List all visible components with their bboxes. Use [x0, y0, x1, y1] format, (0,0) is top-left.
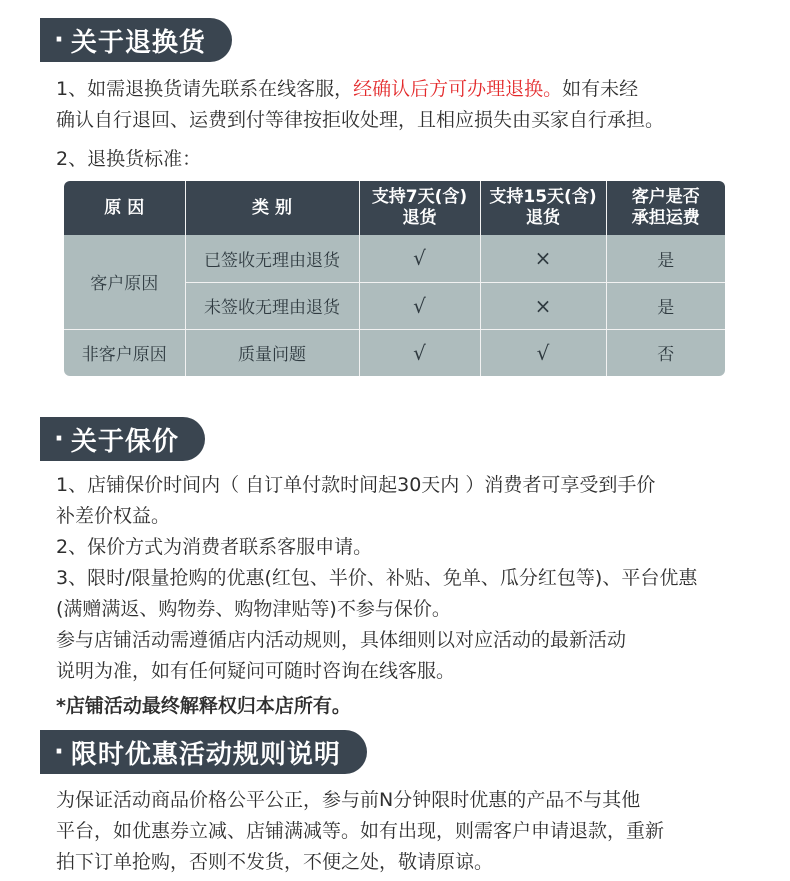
price-line-7: 说明为准，如有任何疑问可随时咨询在线客服。: [56, 660, 456, 682]
bullet-dot: ·: [54, 424, 65, 454]
header-reason: 原 因: [64, 181, 185, 235]
row-15day-mark: ×: [480, 282, 606, 329]
bullet-dot: ·: [54, 737, 65, 767]
price-note: *店铺活动最终解释权归本店所有。: [56, 695, 351, 717]
promo-section-title: [40, 730, 367, 774]
row-fee: 是: [606, 235, 725, 282]
header-shipping-fee: 客户是否 承担运费: [606, 181, 725, 235]
row-7day-mark: √: [359, 282, 480, 329]
table-row: [64, 329, 725, 376]
price-title-text: 关于保价: [70, 426, 179, 457]
promo-line-1: 为保证活动商品价格公平公正，参与前N分钟限时优惠的产品不与其他: [56, 789, 641, 811]
promo-paragraph: [56, 785, 756, 878]
row-15day-mark: ×: [480, 235, 606, 282]
price-line-3: 2、保价方式为消费者联系客服申请。: [56, 536, 373, 558]
returns-title-text: 关于退换货: [70, 27, 206, 58]
returns-section-title: [40, 18, 232, 62]
promo-title-text: 限时优惠活动规则说明: [70, 739, 341, 770]
returns-p1-text-b: 如有未经: [562, 78, 639, 100]
row-fee: 是: [606, 282, 725, 329]
price-line-6: 参与店铺活动需遵循店内活动规则，具体细则以对应活动的最新活动: [56, 629, 627, 651]
row-category: 质量问题: [185, 329, 359, 376]
price-section-title: [40, 417, 205, 461]
table-header-row: [64, 181, 725, 235]
returns-standard-table: [64, 181, 725, 376]
row-15day-mark: √: [480, 329, 606, 376]
returns-p1-text-a: 1、如需退换货请先联系在线客服，: [56, 78, 354, 100]
returns-paragraph-1: [56, 74, 756, 136]
group-noncustomer-reason: 非客户原因: [64, 329, 185, 376]
row-category: 未签收无理由退货: [185, 282, 359, 329]
header-15day: 支持15天(含) 退货: [480, 181, 606, 235]
group-customer-reason: 客户原因: [64, 235, 185, 329]
returns-p1-line2: 确认自行退回、运费到付等律按拒收处理，且相应损失由买家自行承担。: [56, 109, 665, 131]
row-category: 已签收无理由退货: [185, 235, 359, 282]
row-7day-mark: √: [359, 329, 480, 376]
returns-p1-highlight: 经确认后方可办理退换。: [353, 78, 563, 100]
promo-line-3: 拍下订单抢购，否则不发货，不便之处，敬请原谅。: [56, 851, 494, 873]
header-category: 类 别: [185, 181, 359, 235]
price-line-4: 3、限时/限量抢购的优惠(红包、半价、补贴、免单、瓜分红包等)、平台优惠: [56, 567, 698, 589]
returns-paragraph-2: 2、退换货标准：: [56, 148, 202, 170]
header-7day: 支持7天(含) 退货: [359, 181, 480, 235]
price-line-2: 补差价权益。: [56, 505, 171, 527]
row-7day-mark: √: [359, 235, 480, 282]
price-paragraph: [56, 470, 756, 722]
price-line-1: 1、店铺保价时间内（ 自订单付款时间起30天内 ）消费者可享受到手价: [56, 474, 656, 496]
table-row: [64, 235, 725, 282]
row-fee: 否: [606, 329, 725, 376]
bullet-dot: ·: [54, 25, 65, 55]
price-line-5: (满赠满返、购物券、购物津贴等)不参与保价。: [56, 598, 451, 620]
promo-line-2: 平台，如优惠券立减、店铺满减等。如有出现，则需客户申请退款，重新: [56, 820, 665, 842]
